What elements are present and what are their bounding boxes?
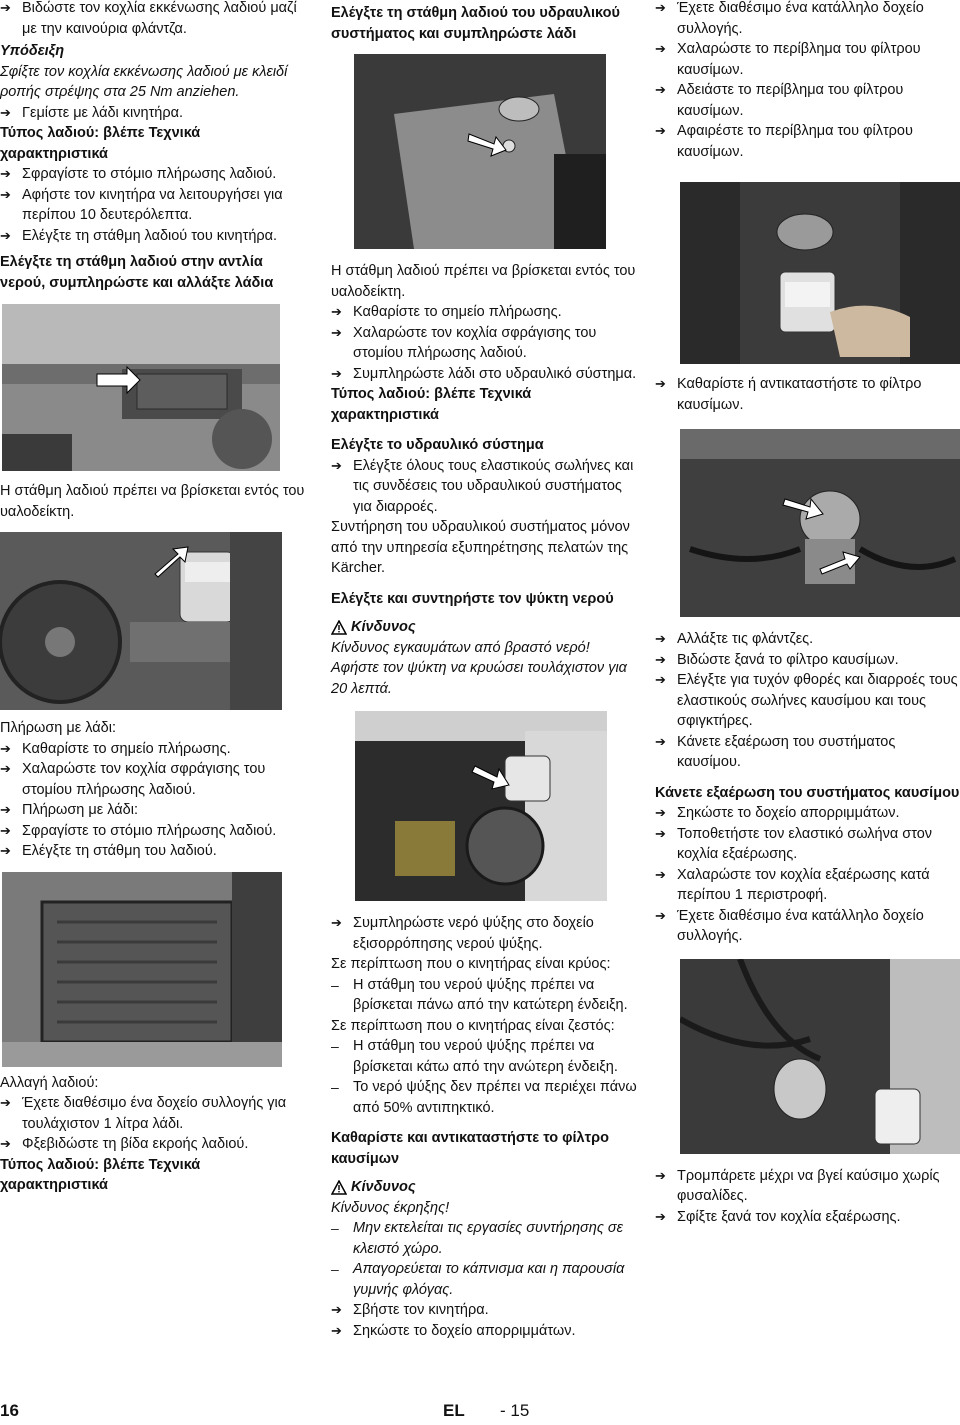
arrow-icon: ➔ — [655, 733, 666, 749]
arrow-icon: ➔ — [0, 740, 11, 756]
photo-pump-filler-image — [0, 532, 282, 710]
photo-pump-drain-image — [2, 872, 282, 1067]
step — [0, 1093, 312, 1134]
arrow-icon: ➔ — [331, 1322, 342, 1338]
step-text: Αφαιρέστε το περίβλημα του φίλτρου καυσίμων. — [677, 123, 913, 160]
cold-engine-note: Σε περίπτωση που ο κινητήρας είναι κρύος: — [331, 956, 611, 972]
dash-item — [331, 1259, 639, 1300]
step — [0, 0, 312, 39]
photo-fuel-filter-bleed-image — [680, 429, 960, 617]
step — [655, 1207, 960, 1228]
step — [655, 906, 960, 947]
step-text: Συμπληρώστε νερό ψύξης στο δοχείο εξισορρόπησης νερού ψύξης. — [353, 915, 594, 952]
arrow-icon: ➔ — [0, 761, 11, 776]
arrow-icon: ➔ — [655, 376, 666, 391]
step-text: Κάνετε εξαέρωση του συστήματος καυσίμου. — [677, 733, 896, 770]
step-text: Καθαρίστε το σημείο πλήρωσης. — [353, 304, 562, 320]
step — [655, 39, 960, 80]
arrow-icon: ➔ — [0, 227, 11, 243]
photo-fuel-filter-bleed — [680, 429, 960, 617]
step — [655, 824, 960, 865]
step-text: Έχετε διαθέσιμο ένα κατάλληλο δοχείο συλλογής. — [677, 907, 924, 944]
step-text: Αδειάστε το περίβλημα του φίλτρου καυσίμων. — [677, 82, 904, 119]
photo-pump-drain — [2, 872, 282, 1067]
arrow-icon: ➔ — [655, 672, 666, 687]
dash-icon: – — [331, 1038, 339, 1054]
photo-fuel-filter — [680, 182, 960, 364]
arrow-icon: ➔ — [331, 1302, 342, 1317]
dash-item — [331, 1036, 639, 1077]
step — [655, 732, 960, 773]
arrow-icon: ➔ — [331, 365, 342, 381]
danger-title: Κίνδυνος — [351, 619, 416, 635]
arrow-icon: ➔ — [0, 843, 11, 858]
step-text: Ελέγξτε όλους τους ελαστικούς σωλήνες και τις συνδέσεις του υδραυλικού συστήματος για διαρροές. — [353, 457, 634, 515]
photo-fuel-filter-image — [680, 182, 960, 364]
step — [331, 913, 639, 954]
step — [655, 670, 960, 732]
step — [331, 456, 639, 518]
step — [655, 865, 960, 906]
arrow-icon: ➔ — [655, 123, 666, 138]
step-text: Σηκώστε το δοχείο απορριμμάτων. — [353, 1322, 576, 1339]
step-text: Πλήρωση με λάδι: — [22, 802, 138, 818]
step-text: Καθαρίστε το σημείο πλήρωσης. — [22, 740, 231, 757]
section-page-number: - 15 — [500, 1401, 530, 1420]
step — [0, 226, 312, 247]
arrow-icon: ➔ — [0, 186, 11, 202]
oil-type-note: Τύπος λαδιού: βλέπε Τεχνικά χαρακτηριστικά — [0, 125, 201, 162]
arrow-icon: ➔ — [331, 324, 342, 340]
dash-icon: – — [331, 1261, 339, 1277]
change-heading: Αλλαγή λαδιού: — [0, 1074, 99, 1091]
dash-item — [331, 1218, 639, 1259]
arrow-icon: ➔ — [655, 0, 666, 15]
step-text: Σφραγίστε το στόμιο πλήρωσης λαδιού. — [22, 166, 277, 182]
warning-triangle-icon — [331, 620, 347, 635]
step-text: Σηκώστε το δοχείο απορριμμάτων. — [677, 805, 900, 821]
step — [0, 164, 312, 185]
dash-icon: – — [331, 976, 339, 993]
arrow-icon: ➔ — [331, 457, 342, 473]
dash-text: Η στάθμη του νερού ψύξης πρέπει να βρίσκεται πάνω από την κατώτερη ένδειξη. — [353, 976, 628, 1013]
step-text: Βιδώστε τον κοχλία εκκένωσης λαδιού μαζί με την καινούρια φλάντζα. — [22, 0, 297, 37]
step — [655, 121, 960, 162]
step — [655, 80, 960, 121]
arrow-icon: ➔ — [655, 825, 666, 841]
photo-hydraulic-tank-image — [354, 54, 606, 249]
section-heading: Κάνετε εξαέρωση του συστήματος καυσίμου — [655, 784, 960, 801]
dash-item — [331, 975, 639, 1016]
arrow-icon: ➔ — [0, 104, 11, 120]
step-text: Καθαρίστε ή αντικαταστήστε το φίλτρο καυσίμων. — [677, 376, 922, 413]
dash-text: Μην εκτελείται τις εργασίες συντήρησης σε κλειστό χώρο. — [353, 1220, 624, 1257]
danger-text: Κίνδυνος έκρηξης! — [331, 1199, 450, 1216]
danger-label — [331, 617, 639, 638]
step — [655, 374, 960, 415]
dash-text: Το νερό ψύξης δεν πρέπει να περιέχει πάνω από 50% αντιπηκτικό. — [353, 1079, 637, 1116]
dash-text: Απαγορεύεται το κάπνισμα και η παρουσία γυμνής φλόγας. — [353, 1261, 625, 1298]
arrow-icon: ➔ — [0, 822, 11, 838]
dash-text: Η στάθμη του νερού ψύξης πρέπει να βρίσκεται κάτω από την ανώτερη ένδειξη. — [353, 1038, 618, 1075]
photo-hydraulic-tank — [354, 54, 606, 249]
hint-heading: Υπόδειξη — [0, 43, 65, 59]
step-text: Χαλαρώστε το περίβλημα του φίλτρου καυσίμων. — [677, 41, 921, 78]
arrow-icon: ➔ — [0, 1136, 11, 1151]
step-text: Σβήστε τον κινητήρα. — [353, 1302, 489, 1318]
arrow-icon: ➔ — [0, 1095, 11, 1110]
step-text: Γεμίστε με λάδι κινητήρα. — [22, 104, 184, 121]
arrow-icon: ➔ — [331, 915, 342, 930]
hint-text: Σφίξτε τον κοχλία εκκένωσης λαδιού με κλειδί ροπής στρέψης στα 25 Nm anziehen. — [0, 63, 288, 100]
arrow-icon: ➔ — [655, 82, 666, 97]
oil-type-note: Τύπος λαδιού: βλέπε Τεχνικά χαρακτηριστικά — [331, 386, 532, 423]
photo-bleed-screw-image — [680, 959, 960, 1154]
arrow-icon: ➔ — [655, 41, 666, 56]
arrow-icon: ➔ — [655, 1208, 666, 1224]
step — [0, 759, 312, 800]
arrow-icon: ➔ — [331, 304, 342, 319]
arrow-icon: ➔ — [655, 805, 666, 820]
arrow-icon: ➔ — [655, 631, 666, 646]
arrow-icon: ➔ — [655, 907, 666, 923]
step — [331, 1321, 639, 1342]
step-text: Έχετε διαθέσιμο ένα δοχείο συλλογής για τουλάχιστον 1 λίτρα λάδι. — [22, 1095, 287, 1132]
arrow-icon: ➔ — [0, 166, 11, 181]
step-text: Αφήστε τον κινητήρα να λειτουργήσει για περίπου 10 δευτερόλεπτα. — [22, 186, 283, 223]
section-heading: Ελέγξτε και συντηρήστε τον ψύκτη νερού — [331, 590, 614, 607]
step — [0, 841, 312, 862]
oil-level-note: Η στάθμη λαδιού πρέπει να βρίσκεται εντός του υαλοδείκτη. — [331, 263, 636, 300]
step-text: Ελέγξτε για τυχόν φθορές και διαρροές τους ελαστικούς σωλήνες καυσίμου και τους σφιγκτήρες. — [677, 672, 958, 729]
section-heading: Ελέγξτε το υδραυλικό σύστημα — [331, 437, 544, 453]
step-text: Φξεβιδώστε τη βίδα εκροής λαδιού. — [22, 1136, 249, 1152]
dash-icon: – — [331, 1220, 339, 1236]
step-text: Έχετε διαθέσιμο ένα κατάλληλο δοχείο συλλογής. — [677, 0, 924, 37]
service-note: Συντήρηση του υδραυλικού συστήματος μόνον από την υπηρεσία εξυπηρέτησης πελατών της Kärcher. — [331, 519, 630, 576]
step-text: Ελέγξτε τη στάθμη του λαδιού. — [22, 843, 217, 859]
hot-engine-note: Σε περίπτωση που ο κινητήρας είναι ζεστός: — [331, 1017, 615, 1034]
step-text: Χαλαρώστε τον κοχλία σφράγισης του στομίου πλήρωσης λαδιού. — [22, 761, 266, 798]
step-text: Τρομπάρετε μέχρι να βγεί καύσιμο χωρίς φυσαλίδες. — [677, 1167, 940, 1204]
step — [655, 0, 960, 39]
language-code: EL — [443, 1401, 465, 1420]
step — [331, 302, 639, 323]
step-text: Χαλαρώστε τον κοχλία σφράγισης του στομίου πλήρωσης λαδιού. — [353, 324, 597, 361]
step-text: Αλλάξτε τις φλάντζες. — [677, 631, 814, 647]
danger-title: Κίνδυνος — [351, 1179, 416, 1195]
arrow-icon: ➔ — [655, 651, 666, 667]
step — [331, 323, 639, 364]
step-text: Σφραγίστε το στόμιο πλήρωσης λαδιού. — [22, 822, 277, 839]
step — [0, 800, 312, 821]
photo-pump-oil-level-image — [2, 304, 280, 471]
photo-coolant-tank-image — [355, 711, 607, 901]
arrow-icon: ➔ — [655, 1167, 666, 1183]
step-text: Σφίξτε ξανά τον κοχλία εξαέρωσης. — [677, 1208, 901, 1225]
step — [655, 1166, 960, 1207]
arrow-icon: ➔ — [0, 0, 11, 15]
warning-triangle-icon — [331, 1180, 347, 1195]
step — [331, 1300, 639, 1321]
oil-level-note: Η στάθμη λαδιού πρέπει να βρίσκεται εντός του υαλοδείκτη. — [0, 483, 305, 520]
section-heading: Ελέγξτε τη στάθμη λαδιού στην αντλία νερού, συμπληρώστε και αλλάξτε λάδια — [0, 254, 274, 291]
section-heading: Ελέγξτε τη στάθμη λαδιού του υδραυλικού συστήματος και συμπληρώστε λάδι — [331, 5, 620, 42]
column-middle — [331, 0, 639, 1341]
step — [0, 739, 312, 760]
photo-coolant-tank — [355, 711, 607, 901]
arrow-icon: ➔ — [655, 866, 666, 882]
step — [331, 364, 639, 385]
step-text: Τοποθετήστε τον ελαστικό σωλήνα στον κοχλία εξαέρωσης. — [677, 825, 933, 862]
column-left — [0, 0, 312, 1196]
oil-type-note: Τύπος λαδιού: βλέπε Τεχνικά χαρακτηριστικά — [0, 1156, 201, 1193]
danger-label — [331, 1177, 639, 1198]
arrow-icon: ➔ — [0, 802, 11, 817]
dash-item — [331, 1077, 639, 1118]
step-text: Ελέγξτε τη στάθμη λαδιού του κινητήρα. — [22, 227, 278, 244]
photo-bleed-screw — [680, 959, 960, 1154]
danger-text: Κίνδυνος εγκαυμάτων από βραστό νερό! Αφήστε τον ψύκτη να κρυώσει τουλάχιστον για 20 λεπτά. — [331, 639, 627, 697]
step — [0, 185, 312, 226]
step — [0, 1134, 312, 1155]
dash-icon: – — [331, 1079, 339, 1095]
step — [655, 803, 960, 824]
step — [655, 650, 960, 671]
section-heading: Καθαρίστε και αντικαταστήστε το φίλτρο καυσίμων — [331, 1130, 609, 1167]
fill-heading: Πλήρωση με λάδι: — [0, 720, 116, 736]
page-footer — [0, 1399, 960, 1425]
step — [0, 103, 312, 124]
step-text: Χαλαρώστε τον κοχλία εξαέρωσης κατά περίπου 1 περιστροφή. — [677, 866, 930, 903]
column-right — [655, 0, 960, 1227]
page-number: 16 — [0, 1401, 19, 1420]
photo-pump-filler — [0, 532, 282, 710]
photo-pump-oil-level — [2, 304, 280, 471]
step-text: Βιδώστε ξανά το φίλτρο καυσίμων. — [677, 651, 899, 668]
step — [0, 821, 312, 842]
step-text: Συμπληρώστε λάδι στο υδραυλικό σύστημα. — [353, 365, 637, 382]
step — [655, 629, 960, 650]
